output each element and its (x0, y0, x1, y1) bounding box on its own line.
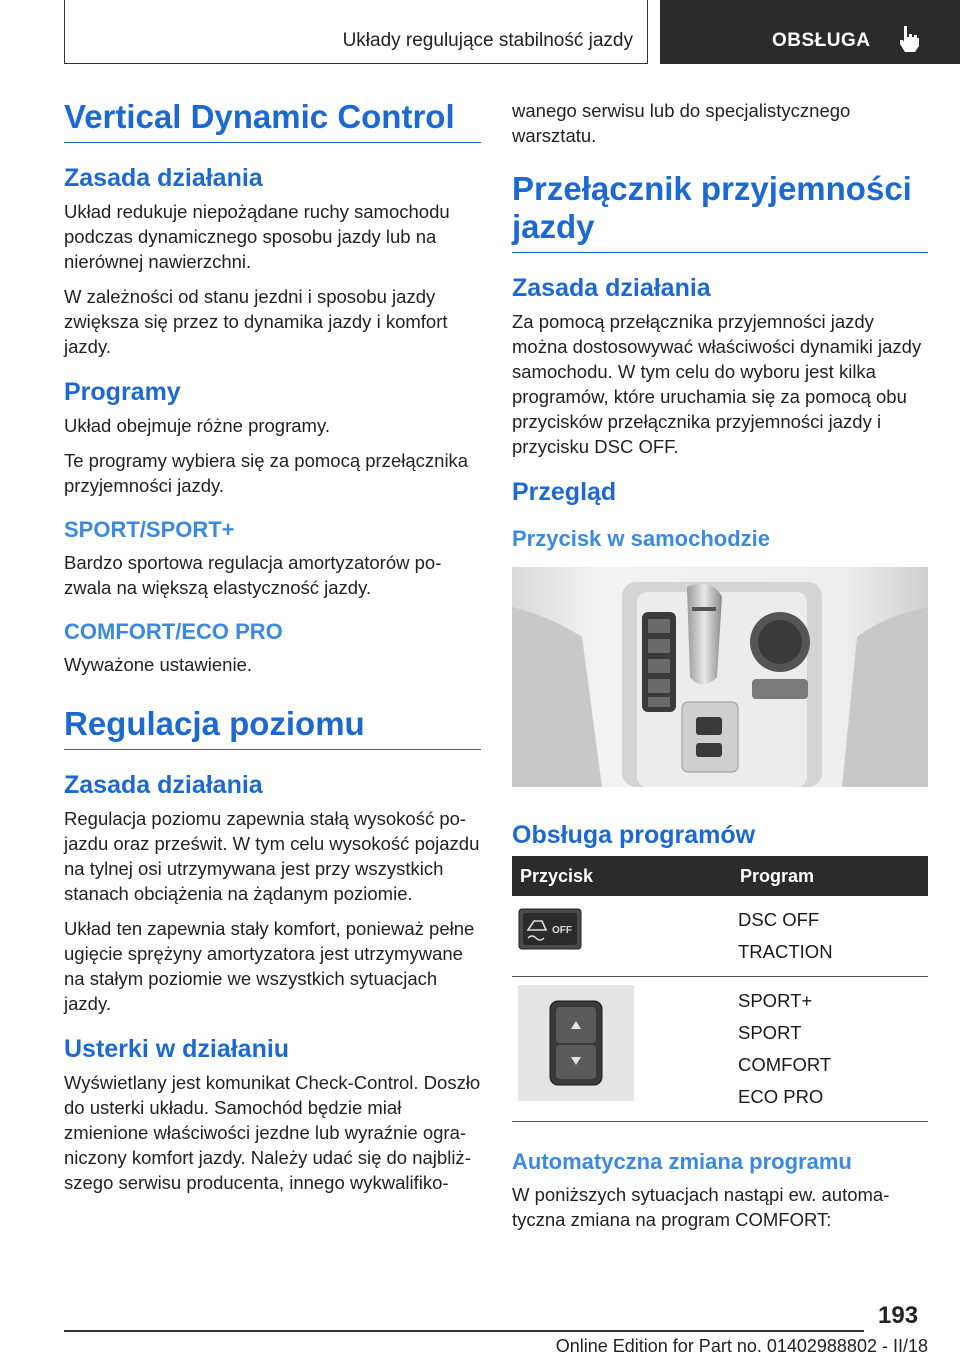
heading-auto: Automatyczna zmiana programu (512, 1149, 852, 1174)
column-header-przycisk: Przycisk (512, 856, 732, 896)
table-cell (732, 896, 928, 977)
left-column (64, 98, 481, 1205)
heading-przycisk: Przycisk w samochodzie (512, 526, 770, 551)
heading-przeglad: Przegląd (512, 478, 617, 506)
section-title: Układy regulujące stabilność jazdy (342, 30, 633, 51)
heading-sport: SPORT/SPORT+ (64, 517, 235, 542)
table-row (512, 977, 928, 1122)
right-column (512, 98, 928, 1242)
pointing-hand-icon (896, 24, 922, 54)
paragraph: Wyważone ustawienie. (64, 654, 253, 675)
footer-divider (64, 1330, 864, 1332)
heading-usterki: Usterki w działaniu (64, 1035, 290, 1063)
dsc-off-button-icon (518, 908, 582, 950)
paragraph: Bardzo sportowa regulacja amortyzatorów pozwala na większą elastyczność jazdy. (64, 552, 442, 598)
table-cell (512, 977, 732, 1122)
paragraph: Układ obejmuje różne programy. (64, 415, 330, 436)
paragraph: W zależności od stanu jezdni i sposobu jazdy zwiększa się przez to dynamika jazdy i komfort jazdy. (64, 286, 448, 357)
program-traction: TRACTION (738, 941, 833, 962)
program-dsc-off: DSC OFF (738, 909, 820, 930)
program-sport-plus: SPORT+ (738, 990, 813, 1011)
table-cell (732, 977, 928, 1122)
paragraph: Za pomocą przełącznika przyjemności jazdy można dostosowywać właściwości dynamiki jazdy samochodu. W tym celu do wyboru jest kilka programów, które uruchamia się za pomocą obu przycisków przełącznika przyjemności jazdy i przycisku DSC OFF. (512, 311, 922, 457)
paragraph: Te programy wybiera się za pomocą przełącznika przyjemności jazdy. (64, 450, 469, 496)
heading-zasada-przelacznik: Zasada działania (512, 274, 711, 302)
paragraph: wanego serwisu lub do specjalistycznego warsztatu. (512, 100, 851, 146)
driving-experience-switch-icon (518, 985, 634, 1101)
paragraph: Układ ten zapewnia stały komfort, ponieważ pełne ugięcie sprężyny amortyzatora jest utrzymywane na stałym poziomie we wszystkich sytuacjach jazdy. (64, 918, 475, 1014)
program-sport: SPORT (738, 1022, 802, 1043)
heading-przelacznik: Przełącznik przyjemności jazdy (512, 170, 928, 253)
paragraph: Regulacja poziomu zapewnia stałą wysokość pojazdu oraz prześwit. W tym celu wysokość pojazdu na tylnej osi utrzymywana jest przy wszystkich stanach obciążenia na żądanym poziomie. (64, 808, 480, 904)
heading-zasada-vdc: Zasada działania (64, 164, 263, 192)
page-number: 193 (878, 1302, 919, 1329)
chapter-label: OBSŁUGA (772, 30, 871, 51)
heading-comfort: COMFORT/ECO PRO (64, 619, 283, 644)
program-table (512, 856, 928, 1122)
paragraph: W poniższych sytuacjach nastąpi ew. automatyczna zmiana na program COMFORT: (512, 1184, 890, 1230)
paragraph: Układ redukuje niepożądane ruchy samochodu podczas dynamicznego sposobu jazdy lub na nierównej nawierzchni. (64, 201, 450, 272)
table-row (512, 896, 928, 977)
car-console-photo (512, 567, 928, 787)
heading-regulacja: Regulacja poziomu (64, 705, 481, 750)
header-section (64, 0, 648, 64)
program-comfort: COMFORT (738, 1054, 832, 1075)
column-header-program: Program (732, 856, 928, 896)
footer-edition: Online Edition for Part no. 01402988802 - II/18 (555, 1336, 928, 1356)
program-eco-pro: ECO PRO (738, 1086, 824, 1107)
heading-vdc: Vertical Dynamic Control (64, 98, 481, 143)
heading-obsluga: Obsługa programów (512, 821, 756, 849)
svg-text:OFF: OFF (552, 925, 572, 936)
heading-programy: Programy (64, 378, 181, 406)
table-cell (512, 896, 732, 977)
heading-zasada-regulacja: Zasada działania (64, 771, 263, 799)
paragraph: Wyświetlany jest komunikat Check-Control. Doszło do usterki układu. Samochód będzie miał zmienione właściwości jezdne lub wyraźnie ograniczony komfort jazdy. Należy udać się do najbliższego serwisu producenta, innego wykwalifiko- (64, 1072, 481, 1193)
